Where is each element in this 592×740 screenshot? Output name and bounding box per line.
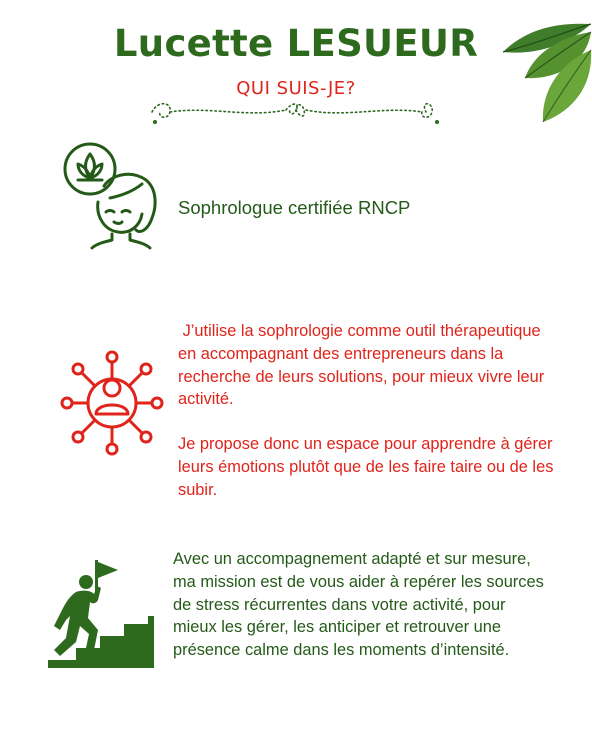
page-title: Lucette LESUEUR: [113, 22, 479, 65]
meditating-woman-lotus-icon: [58, 138, 162, 250]
page-subtitle: QUI SUIS-JE?: [236, 78, 356, 99]
flourish-divider-icon: [148, 98, 444, 128]
approach-text-block: [178, 320, 558, 502]
approach-paragraph-2: Je propose donc un espace pour apprendre à gérer leurs émotions plutôt que de les faire taire ou de les subir.: [178, 435, 554, 499]
approach-paragraph-1: J’utilise la sophrologie comme outil thérapeutique en accompagnant des entrepreneurs dans la recherche de leurs solutions, pour mieux vivre leur activité.: [178, 322, 549, 409]
person-network-icon: [58, 348, 166, 458]
certification-text: Sophrologue certifiée RNCP: [178, 197, 411, 218]
mission-text: Avec un accompagnement adapté et sur mesure, ma mission est de vous aider à repérer les sources de stress récurrentes dans votre activité, pour mieux les gérer, les anticiper et retrouver une présence calme dans les moments d’intensité.: [173, 550, 544, 660]
climbing-stairs-flag-icon: [48, 560, 158, 670]
